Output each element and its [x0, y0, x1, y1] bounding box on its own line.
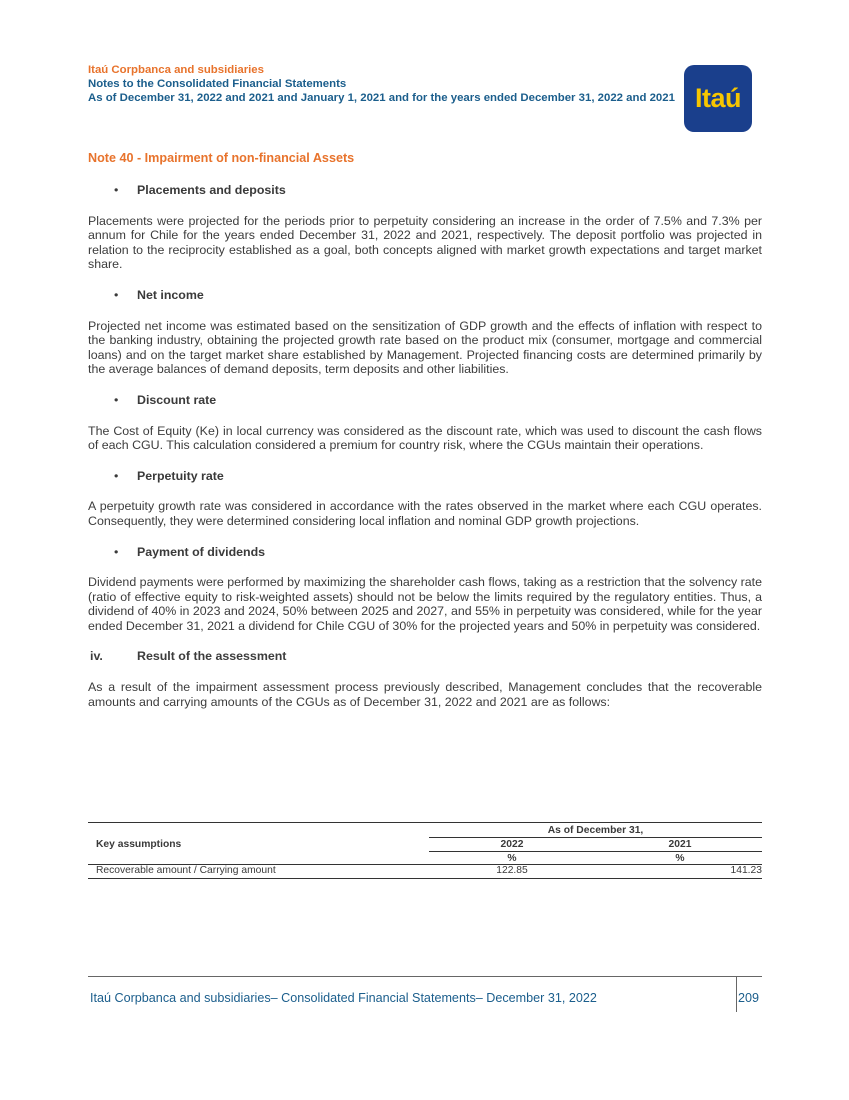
- header-notes-title: Notes to the Consolidated Financial Statements: [88, 78, 347, 91]
- paragraph-net-income: Projected net income was estimated based on the sensitization of GDP growth and the effects of inflation with respect to the banking industry, obtaining the projected growth rate based on the product mix (consumer, mortgage and commercial loans) and on the target market share established by Management. Projected financing costs are determined primarily by the average balances of demand deposits, term deposits and other liabilities.: [88, 318, 762, 377]
- bullet-dot-icon: •: [114, 544, 119, 559]
- bullet-placements: [88, 183, 762, 198]
- table-bottom-rule: [88, 878, 762, 879]
- bullet-title: Placements and deposits: [137, 183, 286, 197]
- logo-text: Itaú: [694, 83, 741, 113]
- value-2021: 141.23: [730, 865, 762, 876]
- footer-text: Itaú Corpbanca and subsidiaries– Consolidated Financial Statements– December 31, 2022: [90, 991, 597, 1005]
- row-label: Recoverable amount / Carrying amount: [96, 865, 276, 876]
- header-company: Itaú Corpbanca and subsidiaries: [88, 64, 264, 76]
- paragraph-result: As a result of the impairment assessment process previously described, Management concludes that the recoverable amounts and carrying amounts of the CGUs as of December 31, 2022 and 2021 are as follows:: [88, 680, 762, 709]
- bullet-dot-icon: •: [114, 183, 119, 197]
- itau-logo: [684, 65, 752, 132]
- bullet-dividends: [88, 545, 762, 560]
- bullet-dot-icon: •: [114, 468, 119, 483]
- bullet-net-income: [88, 288, 762, 303]
- subheading-number: iv.: [90, 649, 103, 664]
- footer-rule: [88, 976, 762, 977]
- paragraph-placements: Placements were projected for the periods prior to perpetuity considering an increase in the order of 7.5% and 7.3% per annum for Chile for the years ended December 31, 2022 and 2021, respectively. The deposit portfolio was projected in relation to the reciprocity established as a goal, both concepts aligned with market growth expectations and target market share.: [88, 213, 762, 272]
- unit-2021: %: [675, 853, 685, 864]
- bullet-dot-icon: •: [114, 392, 119, 407]
- bullet-perpetuity-rate: [88, 469, 762, 484]
- paragraph-discount-rate: The Cost of Equity (Ke) in local currency was considered as the discount rate, which was used to discount the cash flows of each CGU. This calculation considered a premium for country risk, where the CGUs maintain their operations.: [88, 423, 762, 453]
- table-top-rule: [88, 822, 762, 823]
- group-header-rule: [429, 837, 762, 838]
- col-header-2021: 2021: [668, 839, 692, 850]
- subheading-title: Result of the assessment: [137, 649, 287, 664]
- unit-2022: %: [507, 853, 517, 864]
- bullet-title: Discount rate: [137, 392, 217, 407]
- bullet-title: Payment of dividends: [137, 544, 266, 559]
- footer-divider: [736, 976, 737, 1012]
- table-group-header: As of December 31,: [547, 825, 644, 836]
- page-header: [88, 63, 678, 106]
- paragraph-perpetuity-rate: A perpetuity growth rate was considered in accordance with the rates observed in the market where each CGU operates. Consequently, they were determined considering local inflation and nominal GDP growth projections.: [88, 499, 762, 528]
- page-number: 209: [738, 991, 760, 1005]
- bullet-title: Net income: [137, 287, 204, 302]
- subheading-result: [88, 649, 762, 664]
- year-header-rule: [429, 851, 762, 852]
- paragraph-dividends: Dividend payments were performed by maximizing the shareholder cash flows, taking as a restriction that the solvency rate (ratio of effective equity to risk-weighted assets) should not be below the limits required by the regulatory entities. Thus, a dividend of 40% in 2023 and 2024, 50% between 2025 and 2027, and 55% in perpetuity was considered, while for the year ended December 31, 2021 a dividend for Chile CGU of 30% for the projected years and 50% in perpetuity was considered.: [88, 575, 762, 633]
- header-period: As of December 31, 2022 and 2021 and January 1, 2021 and for the years ended December 31, 2022 and 2021: [88, 92, 675, 105]
- bullet-discount-rate: [88, 393, 762, 408]
- value-2022: 122.85: [496, 865, 528, 876]
- bullet-title: Perpetuity rate: [137, 468, 224, 483]
- col-header-2022: 2022: [500, 839, 524, 850]
- table-key-header: Key assumptions: [96, 839, 182, 850]
- bullet-dot-icon: •: [114, 287, 119, 302]
- note-title: Note 40 - Impairment of non-financial Assets: [88, 151, 355, 165]
- note-body: [88, 177, 762, 725]
